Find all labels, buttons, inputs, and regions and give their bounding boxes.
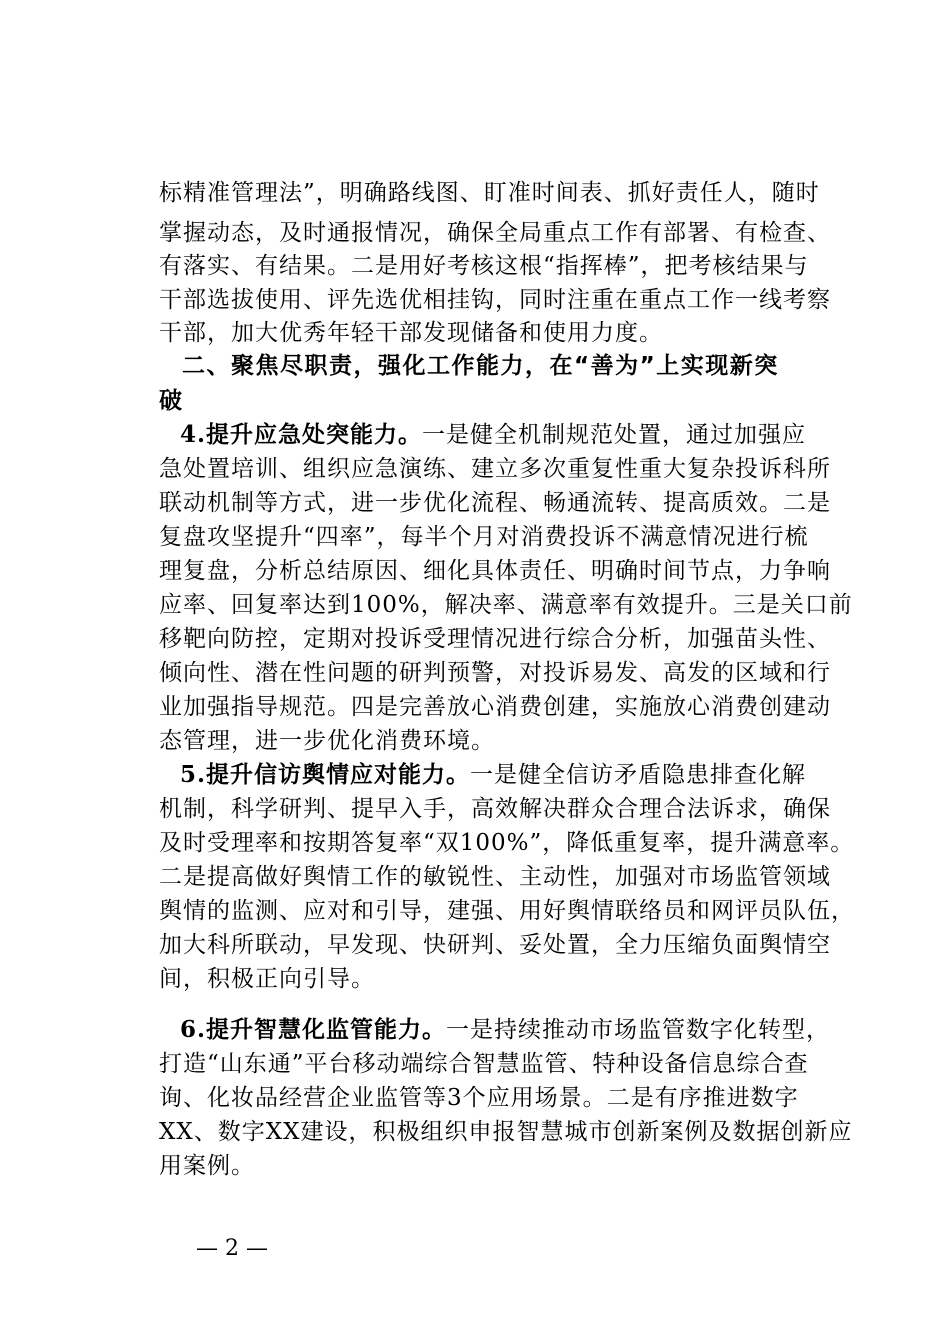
- item-5-text: 一是健全信访矛盾隐患排查化解: [470, 762, 807, 788]
- paragraph-line: 干部选拔使用、评先选优相挂钩，同时注重在重点工作一线考察: [159, 287, 831, 313]
- item-6-text: 一是持续推动市场监管数字化转型，: [446, 1017, 831, 1043]
- item-4-title: 4.提升应急处突能力。: [180, 421, 423, 448]
- paragraph-line: 应率、回复率达到100%，解决率、满意率有效提升。三是关口前: [159, 592, 853, 618]
- paragraph-line: 业加强指导规范。四是完善放心消费创建，实施放心消费创建动: [159, 694, 831, 720]
- paragraph-line: 干部，加大优秀年轻干部发现储备和使用力度。: [159, 320, 663, 346]
- paragraph-line: 询、化妆品经营企业监管等3个应用场景。二是有序推进数字: [159, 1085, 799, 1111]
- page-number: — 2 —: [196, 1236, 268, 1261]
- paragraph-line: 舆情的监测、应对和引导，建强、用好舆情联络员和网评员队伍，: [159, 898, 855, 924]
- item-6-title: 6.提升智慧化监管能力。: [180, 1016, 447, 1043]
- section-heading-continued: 破: [159, 388, 184, 414]
- paragraph-line: 打造“山东通”平台移动端综合智慧监管、特种设备信息综合查: [159, 1051, 809, 1077]
- paragraph-line: 移靶向防控，定期对投诉受理情况进行综合分析，加强苗头性、: [159, 626, 831, 652]
- item-6-first-line: [180, 1015, 830, 1045]
- paragraph-line: 倾向性、潜在性问题的研判预警，对投诉易发、高发的区域和行: [159, 660, 831, 686]
- paragraph-line: 联动机制等方式，进一步优化流程、畅通流转、提高质效。二是: [159, 490, 831, 516]
- item-4-first-line: [180, 420, 806, 450]
- paragraph-line: 间，积极正向引导。: [159, 966, 375, 992]
- paragraph-line: 掌握动态，及时通报情况，确保全局重点工作有部署、有检查、: [159, 220, 831, 246]
- section-heading: 二、聚焦尽职责，强化工作能力，在“善为”上实现新突: [182, 353, 779, 379]
- paragraph-line: 加大科所联动，早发现、快研判、妥处置，全力压缩负面舆情空: [159, 932, 831, 958]
- paragraph-line: 机制，科学研判、提早入手，高效解决群众合理合法诉求，确保: [159, 796, 831, 822]
- paragraph-line: 理复盘，分析总结原因、细化具体责任、明确时间节点，力争响: [159, 558, 831, 584]
- paragraph-line: 标精准管理法”，明确路线图、盯准时间表、抓好责任人，随时: [159, 180, 820, 206]
- item-5-first-line: [180, 760, 806, 790]
- paragraph-line: 急处置培训、组织应急演练、建立多次重复性重大复杂投诉科所: [159, 456, 831, 482]
- paragraph-line: XX、数字XX建设，积极组织申报智慧城市创新案例及数据创新应: [159, 1119, 853, 1145]
- paragraph-line: 及时受理率和按期答复率“双100%”，降低重复率，提升满意率。: [159, 830, 855, 856]
- item-5-title: 5.提升信访舆情应对能力。: [180, 761, 471, 788]
- paragraph-line: 态管理，进一步优化消费环境。: [159, 728, 495, 754]
- paragraph-line: 用案例。: [159, 1153, 255, 1179]
- paragraph-line: 有落实、有结果。二是用好考核这根“指挥棒”，把考核结果与: [159, 253, 809, 279]
- paragraph-line: 复盘攻坚提升“四率”，每半个月对消费投诉不满意情况进行梳: [159, 524, 809, 550]
- item-4-text: 一是健全机制规范处置，通过加强应: [422, 422, 807, 448]
- paragraph-line: 二是提高做好舆情工作的敏锐性、主动性，加强对市场监管领域: [159, 864, 831, 890]
